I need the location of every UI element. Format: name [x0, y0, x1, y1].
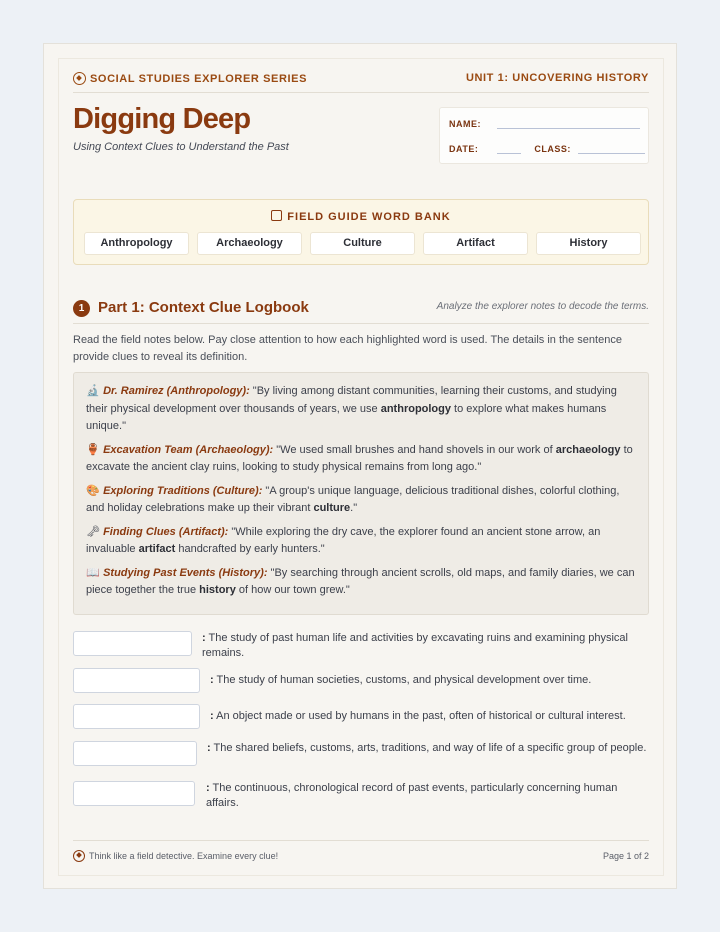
date-field[interactable] — [497, 144, 521, 154]
worksheet-page — [43, 43, 677, 889]
student-info-box — [439, 107, 649, 164]
compass-icon — [73, 72, 86, 85]
field-note — [86, 524, 636, 559]
vase-icon: 🏺 — [86, 443, 100, 456]
note-term: archaeology — [555, 443, 621, 456]
class-field[interactable] — [578, 144, 645, 154]
answer-input[interactable] — [73, 781, 195, 806]
note-term: anthropology — [380, 402, 451, 415]
note-text: to explore what makes humans unique." — [86, 402, 607, 432]
note-term: history — [199, 584, 236, 596]
field-note — [86, 565, 636, 600]
header-bar — [73, 72, 649, 93]
page-footer — [73, 840, 649, 870]
answer-input[interactable] — [73, 668, 200, 693]
field-note — [86, 383, 636, 436]
word-bank-item: Archaeology — [197, 232, 302, 255]
note-speaker: Excavation Team (Archaeology): — [103, 443, 274, 456]
field-note — [86, 483, 636, 518]
field-notes-box — [73, 372, 649, 615]
palette-icon: 🎨 — [86, 484, 100, 497]
field-note — [86, 442, 636, 477]
part-title: Part 1: Context Clue Logbook — [98, 299, 309, 316]
key-icon: 🗝 — [86, 525, 100, 538]
part-header — [73, 297, 649, 324]
page-title: Digging Deep — [73, 103, 251, 135]
definition-colon: : — [210, 674, 214, 686]
note-text: of how our town grew." — [235, 584, 350, 596]
part-number-badge: 1 — [73, 300, 90, 317]
note-text: handcrafted by early hunters." — [175, 543, 325, 555]
date-label: DATE: — [449, 144, 479, 154]
compass-icon — [73, 850, 85, 862]
word-bank — [73, 199, 649, 265]
answer-input[interactable] — [73, 704, 200, 729]
definition-text: The continuous, chronological record of past events, particularly concerning human affairs. — [206, 782, 618, 809]
footer-tagline: Think like a field detective. Examine every clue! — [89, 850, 279, 861]
name-label: NAME: — [449, 119, 481, 129]
note-text: "A group's unique language, delicious traditional dishes, colorful clothing, and holiday celebrations make up their vibrant — [86, 484, 620, 514]
word-bank-item: Anthropology — [84, 232, 189, 255]
series-label: SOCIAL STUDIES EXPLORER SERIES — [90, 72, 308, 85]
note-speaker: Dr. Ramirez (Anthropology): — [103, 385, 250, 397]
answer-input[interactable] — [73, 741, 197, 766]
page-number: Page 1 of 2 — [602, 850, 649, 861]
note-text: "By searching through ancient scrolls, old maps, and family diaries, we can piece together the true — [86, 566, 635, 596]
definition-colon: : — [206, 782, 210, 794]
note-term: artifact — [138, 543, 176, 555]
note-text: to excavate the ancient clay ruins, looking to study physical remains from long ago." — [86, 443, 633, 473]
class-label: CLASS: — [534, 144, 571, 154]
note-speaker: Exploring Traditions (Culture): — [103, 484, 263, 497]
note-text: "By living among distant communities, learning their customs, and studying their physical development over thousands of years, we use — [86, 385, 617, 415]
word-bank-title: FIELD GUIDE WORD BANK — [287, 211, 451, 223]
name-field[interactable] — [497, 119, 640, 129]
scroll-icon — [271, 210, 282, 221]
word-bank-item: Culture — [310, 232, 415, 255]
word-bank-item: History — [536, 232, 641, 255]
definition-colon: : — [202, 632, 206, 644]
note-term: culture — [313, 502, 351, 514]
instructions: Read the field notes below. Pay close attention to how each highlighted word is used. The details in the sentence provide clues to reveal its definition. — [73, 334, 622, 363]
definition-text: The study of human societies, customs, and physical development over time. — [213, 674, 592, 686]
note-text: "We used small brushes and hand shovels in our work of — [273, 443, 556, 456]
page-frame — [58, 58, 664, 876]
microscope-icon: 🔬 — [86, 385, 100, 397]
definition-text: The shared beliefs, customs, arts, traditions, and way of life of a specific group of people. — [210, 742, 647, 754]
part-hint: Analyze the explorer notes to decode the terms. — [436, 301, 649, 312]
note-text: "While exploring the dry cave, the explorer found an ancient stone arrow, an invaluable — [86, 525, 601, 555]
definition-text: The study of past human life and activities by excavating ruins and examining physical remains. — [202, 632, 628, 659]
book-icon: 📖 — [86, 566, 100, 579]
note-text: ." — [350, 502, 358, 514]
definition-colon: : — [210, 710, 214, 722]
definition-colon: : — [207, 742, 211, 754]
note-speaker: Studying Past Events (History): — [103, 566, 268, 579]
word-bank-item: Artifact — [423, 232, 528, 255]
definition-text: An object made or used by humans in the past, often of historical or cultural interest. — [213, 710, 626, 722]
note-speaker: Finding Clues (Artifact): — [103, 525, 229, 538]
page-subtitle: Using Context Clues to Understand the Past — [73, 141, 289, 153]
answer-input[interactable] — [73, 631, 192, 656]
unit-label: UNIT 1: UNCOVERING HISTORY — [465, 72, 649, 84]
